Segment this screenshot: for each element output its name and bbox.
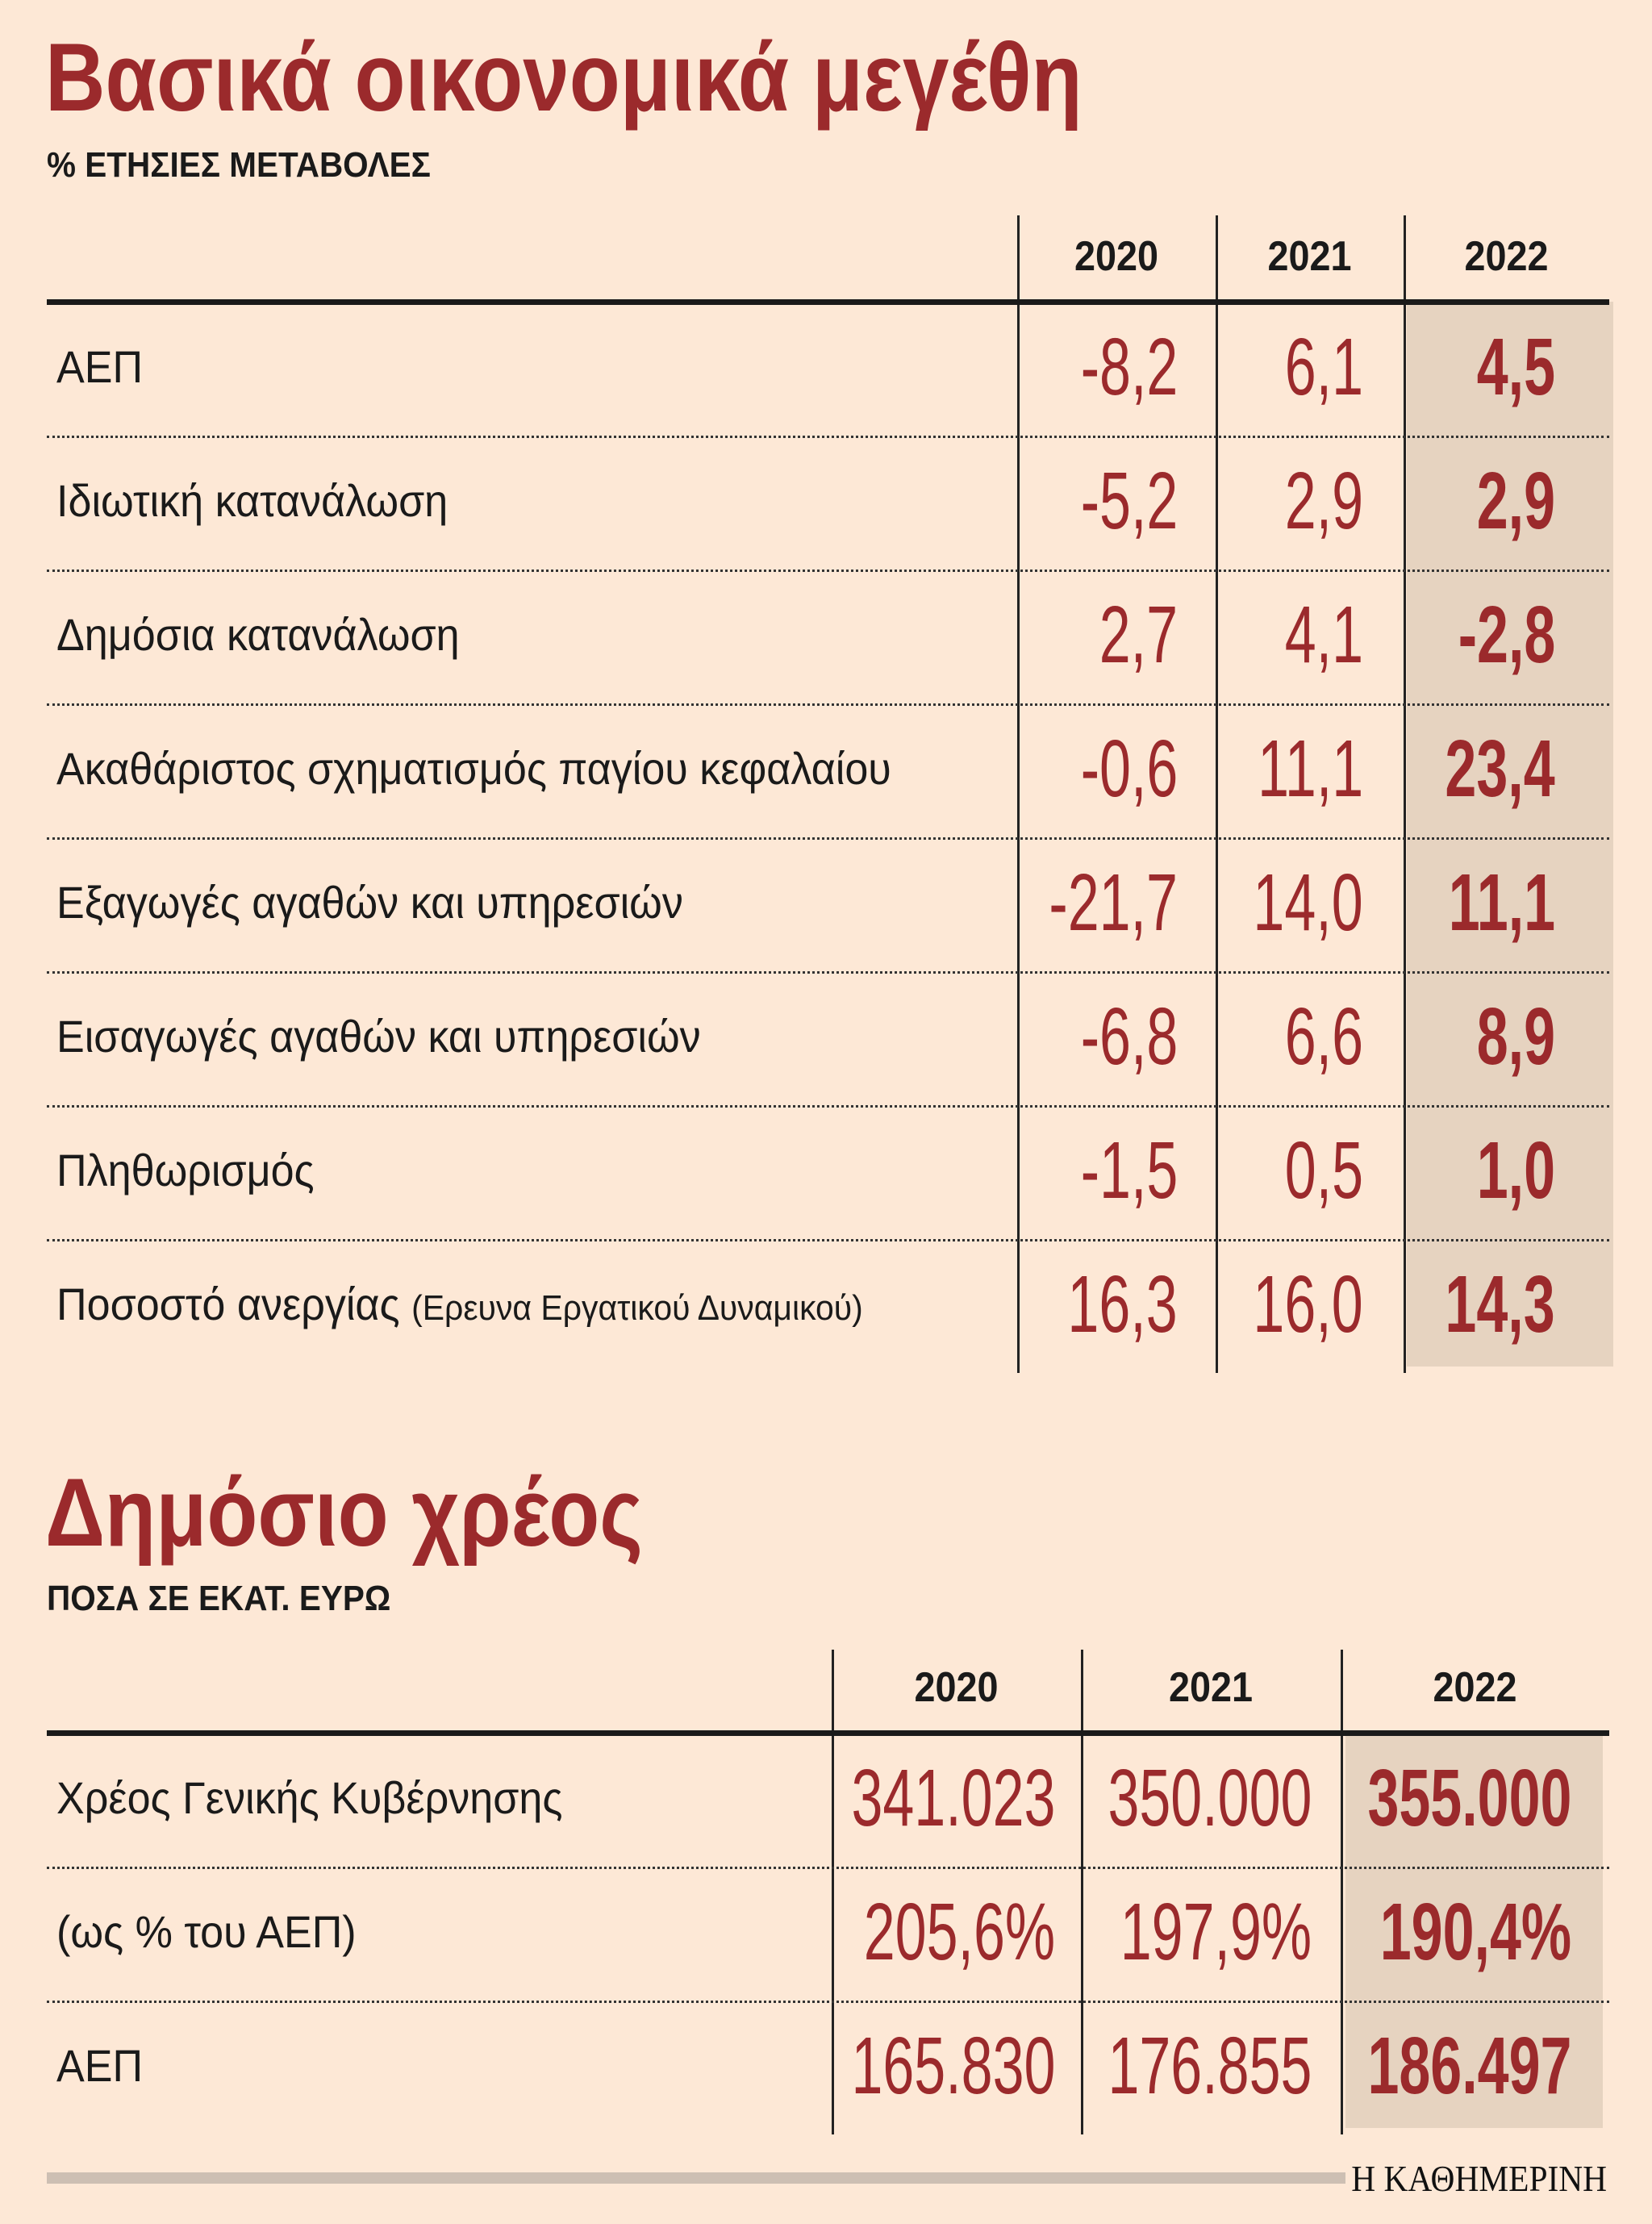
- cell-value: 205,6%: [863, 1887, 1055, 1977]
- cell-value: -0,6: [1080, 724, 1178, 814]
- cell-value: 197,9%: [1120, 1887, 1312, 1977]
- header-rule: [47, 299, 1609, 305]
- row-label-text: Εξαγωγές αγαθών και υπηρεσιών: [56, 877, 683, 928]
- section2-subtitle: ΠΟΣΑ ΣΕ ΕΚΑΤ. ΕΥΡΩ: [47, 1579, 391, 1618]
- row-label-text: ΑΕΠ: [56, 2040, 144, 2091]
- cell-value: 341.023: [850, 1753, 1055, 1843]
- cell-value: -1,5: [1080, 1125, 1178, 1216]
- row-divider: [47, 436, 1609, 438]
- row-label-text: Χρέος Γενικής Κυβέρνησης: [56, 1772, 563, 1823]
- column-header-year: 2022: [1464, 233, 1549, 280]
- row-label-text: Πληθωρισμός: [56, 1145, 315, 1195]
- section1-subtitle: % ΕΤΗΣΙΕΣ ΜΕΤΑΒΟΛΕΣ: [47, 145, 431, 185]
- column-divider: [1216, 215, 1218, 1373]
- header-rule: [47, 1730, 1609, 1736]
- cell-value: 14,0: [1253, 857, 1363, 948]
- cell-value: 4,1: [1284, 590, 1363, 680]
- row-label-text: Ιδιωτική κατανάλωση: [56, 475, 448, 526]
- column-divider: [1081, 1650, 1083, 2134]
- row-label-text: Εισαγωγές αγαθών και υπηρεσιών: [56, 1011, 701, 1062]
- cell-value: 2,9: [1476, 456, 1555, 546]
- footer-divider: [47, 2172, 1345, 2184]
- section1-title: Βασικά οικονομικά μεγέθη: [45, 23, 1083, 131]
- row-label-text: Ακαθάριστος σχηματισμός παγίου κεφαλαίου: [56, 743, 891, 794]
- cell-value: 0,5: [1284, 1125, 1363, 1216]
- cell-value: -2,8: [1458, 590, 1555, 680]
- cell-value: 2,9: [1284, 456, 1363, 546]
- cell-value: 23,4: [1445, 724, 1555, 814]
- cell-value: -6,8: [1080, 991, 1178, 1082]
- cell-value: 16,3: [1067, 1259, 1178, 1350]
- row-label: [56, 1145, 315, 1195]
- row-label-text: Δημόσια κατανάλωση: [56, 609, 460, 660]
- row-divider: [47, 703, 1609, 706]
- cell-value: 1,0: [1476, 1125, 1555, 1216]
- column-divider: [1341, 1650, 1343, 2134]
- cell-value: -8,2: [1080, 322, 1178, 412]
- row-label: [56, 475, 448, 526]
- row-label-text: ΑΕΠ: [56, 341, 144, 392]
- row-label: [56, 1772, 563, 1823]
- newspaper-logo: Η ΚΑΘΗΜΕΡΙΝΗ: [1351, 2158, 1607, 2199]
- row-label: [56, 1906, 357, 1957]
- section2-title: Δημόσιο χρέος: [45, 1458, 643, 1567]
- cell-value: 8,9: [1476, 991, 1555, 1082]
- column-header-year: 2020: [914, 1664, 999, 1711]
- column-divider: [832, 1650, 834, 2134]
- row-label: [56, 743, 891, 794]
- cell-value: -5,2: [1080, 456, 1178, 546]
- column-divider: [1017, 215, 1020, 1373]
- cell-value: 186.497: [1366, 2021, 1571, 2111]
- row-divider: [47, 1239, 1609, 1241]
- cell-value: -21,7: [1049, 857, 1178, 948]
- row-divider: [47, 1867, 1609, 1869]
- cell-value: 6,1: [1284, 322, 1363, 412]
- row-label: [56, 1279, 863, 1329]
- cell-value: 4,5: [1476, 322, 1555, 412]
- column-header-year: 2022: [1433, 1664, 1517, 1711]
- column-header-year: 2021: [1267, 233, 1352, 280]
- cell-value: 165.830: [850, 2021, 1055, 2111]
- cell-value: 355.000: [1366, 1753, 1571, 1843]
- row-divider: [47, 2001, 1609, 2003]
- row-label: [56, 1011, 701, 1062]
- row-label-text: (ως % του ΑΕΠ): [56, 1906, 357, 1957]
- row-divider: [47, 570, 1609, 572]
- row-label: [56, 341, 144, 392]
- row-label-note: (Ερευνα Εργατικού Δυναμικού): [411, 1288, 863, 1328]
- cell-value: 16,0: [1253, 1259, 1363, 1350]
- row-divider: [47, 971, 1609, 974]
- cell-value: 190,4%: [1379, 1887, 1571, 1977]
- row-divider: [47, 1105, 1609, 1108]
- column-header-year: 2020: [1074, 233, 1159, 280]
- cell-value: 176.855: [1107, 2021, 1312, 2111]
- cell-value: 2,7: [1099, 590, 1178, 680]
- row-label-text: Ποσοστό ανεργίας: [56, 1279, 400, 1329]
- row-label: [56, 609, 460, 660]
- cell-value: 350.000: [1107, 1753, 1312, 1843]
- cell-value: 11,1: [1257, 724, 1363, 814]
- cell-value: 6,6: [1284, 991, 1363, 1082]
- row-label: [56, 2040, 144, 2091]
- cell-value: 14,3: [1445, 1259, 1555, 1350]
- cell-value: 11,1: [1448, 857, 1555, 948]
- column-header-year: 2021: [1168, 1664, 1254, 1711]
- column-divider: [1404, 215, 1406, 1373]
- row-divider: [47, 837, 1609, 840]
- row-label: [56, 877, 683, 928]
